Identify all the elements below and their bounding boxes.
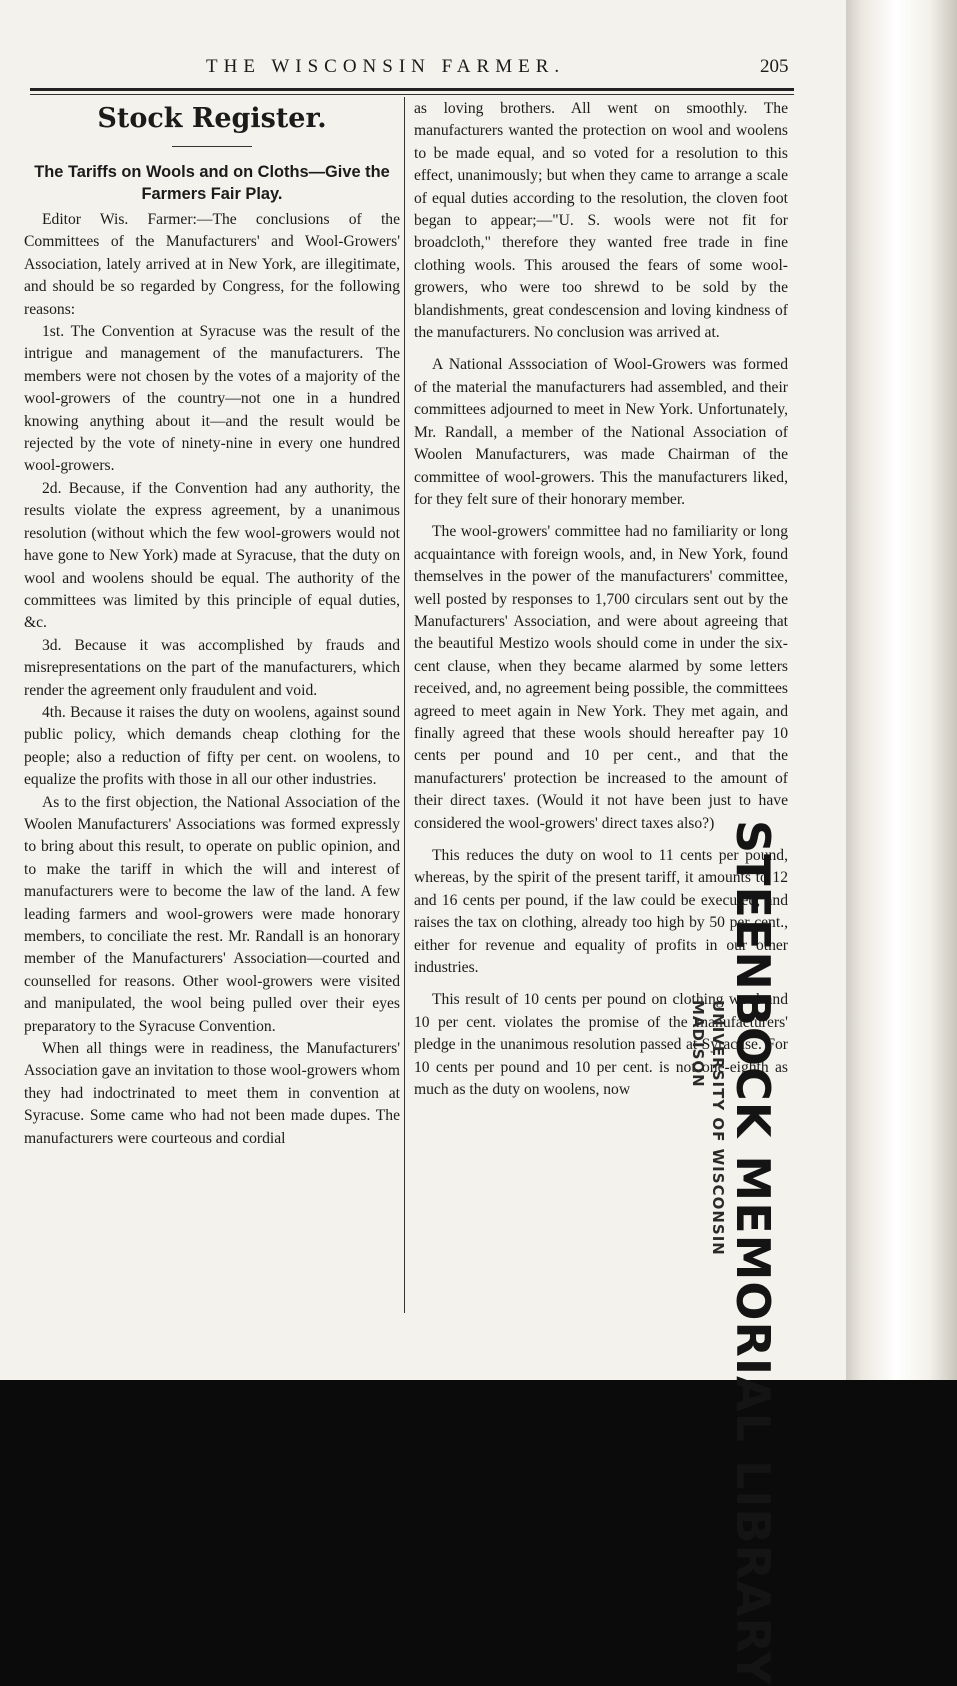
library-stamp-university: UNIVERSITY OF WISCONSIN [709,1000,727,1256]
section-title: Stock Register. [97,103,327,134]
publication-title: THE WISCONSIN FARMER. [206,56,566,77]
left-column [24,98,400,1150]
header-rule-thin [30,94,794,95]
paragraph-invitation: When all things were in readiness, the Manufacturers' Association gave an invitation to those wool-growers whom they had indoctrinated to meet them in convention at Syracuse. Some came who had not been made dupes. The manufacturers were courteous and cordial [24,1040,400,1147]
paragraph-national-association: A National Asssociation of Wool-Growers was formed of the material the manufacturers had assembled, and their committees adjourned to meet in New York. Unfortunately, Mr. Randall, a member of the National Association of Woolen Manufacturers, was made Chairman of the committee of wool-growers. This the manufacturers liked, for they felt sure of their honorary member. [414,356,788,508]
paragraph-fourth-reason: 4th. Because it raises the duty on woolens, against sound public policy, which demands cheap clothing for the people; also a reduction of fifty per cent. on woolens, to equalize the profits with those in all our other industries. [24,703,400,789]
paragraph-first-objection: As to the first objection, the National Association of the Woolen Manufacturers' Associations was formed expressly to bring about this result, to operate on public opinion, and to make the tariff in which the will and interest of manufacturers were to become the law of the land. A few leading farmers and wool-growers were made honorary members, to conciliate the rest. Mr. Randall is an honorary member of the Manufacturers' Association—courted and counselled for reasons. Other wool-growers were visited and manipulated, the wool being pulled over their eyes preparatory to the Syracuse Convention. [24,793,400,1035]
paragraph-second-reason: 2d. Because, if the Convention had any authority, the results violate the express agreement, by a unanimous resolution (without which the few wool-growers would not have gone to New York) made at Syracuse, that the duty on wool and woolens should be equal. The authority of the committees was limited by this principle of equal duties, &c. [24,479,400,632]
library-stamp-city: MADISON [689,1000,707,1088]
paragraph-third-reason: 3d. Because it was accomplished by frauds and misrepresentations on the part of the manufacturers, which render the agreement only fraudulent and void. [24,636,400,699]
paragraph-intro: Editor Wis. Farmer:—The conclusions of the Committees of the Manufacturers' and Wool-Growers' Association, lately arrived at in New York, are illegitimate, and should be so regarded by Congress, for the following reasons: [24,211,400,318]
book-spine-edge [846,0,957,1380]
section-rule [172,146,252,147]
article-headline: The Tariffs on Wools and on Cloths—Give the Farmers Fair Play. [34,163,390,203]
page-number: 205 [760,56,789,77]
header-rule [30,88,794,91]
library-stamp-name: STEENBOCK MEMORIAL LIBRARY [726,820,780,1686]
column-divider [404,97,405,1313]
paragraph-result: This result of 10 cents per pound on clothing wool and 10 per cent. violates the promise of the manufacturers' pledge in the unanimous resolution passed at Syracuse. For 10 cents per pound and 10 per cent. is not one-eighth as much as the duty on woolens, now [414,991,788,1099]
paragraph-continuation: as loving brothers. All went on smoothly. The manufacturers wanted the protection on wool and woolens to be made equal, and so voted for a resolution to this effect, unanimously; but when they came to arrange a scale of equal duties according to the resolution, the cloven foot began to appear;—"U. S. wools were not fit for broadcloth," therefore they wanted free trade in fine clothing wools. This aroused the fears of some wool-growers, who were too shrewd to be sold by the blandishments, great condescension and loving kindness of the manufacturers. No conclusion was arrived at. [414,100,788,342]
paragraph-committee: The wool-growers' committee had no familiarity or long acquaintance with foreign wools, and, in New York, found themselves in the power of the manufacturers' committee, well posted by responses to 1,700 circulars sent out by the Manufacturers' Association, and were about agreeing that the beautiful Mestizo wools should come in under the six-cent clause, when they became alarmed by some letters received, and, no agreement being possible, the committees agreed to meet again in New York. They met again, and finally agreed that these wools should hereafter pay 10 cents per pound and 10 per cent., and that the manufacturers' protection be increased to the amount of their direct taxes. (Would it not have been just to have considered the wool-growers' direct taxes also?) [414,523,788,832]
running-header [0,56,858,82]
library-stamp [688,820,780,1686]
paragraph-first-reason: 1st. The Convention at Syracuse was the result of the intrigue and management of the manufacturers. The members were not chosen by the votes of a majority of the wool-growers of the country—not one in a hundred knowing anything about it—and the result would be rejected by the vote of ninety-nine in every one hundred wool-growers. [24,323,400,475]
paragraph-duty-reduction: This reduces the duty on wool to 11 cents per pound, whereas, by the spirit of the present tariff, it amounts to 12 and 16 cents per pound, if the law could be executed, and raises the tax on clothing, already too high by 50 per cent., either for revenue and equality of profits in our other industries. [414,847,788,977]
